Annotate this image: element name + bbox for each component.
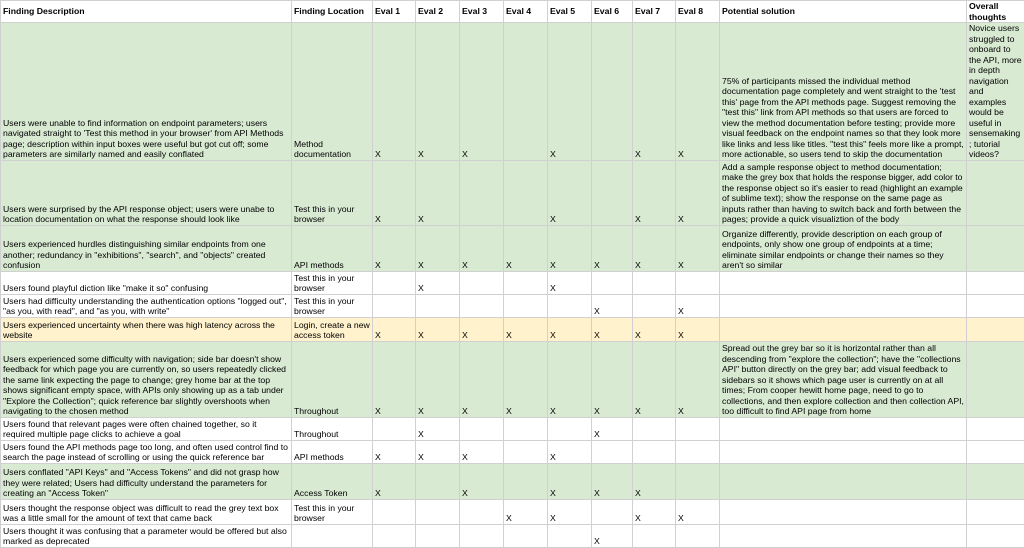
eval-4-cell[interactable] — [504, 271, 548, 294]
header-eval-5[interactable]: Eval 5 — [548, 1, 592, 23]
thoughts-cell[interactable] — [967, 417, 1024, 440]
solution-cell[interactable] — [720, 524, 967, 547]
eval-6-cell[interactable]: X — [592, 463, 633, 499]
eval-4-cell[interactable]: X — [504, 341, 548, 417]
eval-7-cell[interactable] — [633, 440, 676, 463]
thoughts-cell[interactable] — [967, 440, 1024, 463]
header-description[interactable]: Finding Description — [1, 1, 292, 23]
header-solution[interactable]: Potential solution — [720, 1, 967, 23]
eval-8-cell[interactable]: X — [676, 225, 720, 271]
eval-8-cell[interactable]: X — [676, 317, 720, 341]
finding-description-cell[interactable]: Users experienced some difficulty with navigation; side bar doesn't show feedback for which page you are currently on, so users repeatedly clicked the same link expecting the page to change; grey home bar at the top shows significant empty space, with APIs only showing up as a tab under "Explore the Collection"; quick reference bar slightly overshoots when navigating to the chosen method — [1, 341, 292, 417]
solution-cell[interactable]: Organize differently, provide description on each group of endpoints, only show one group of endpoints at a time; eliminate similar endpoints or change their names so they aren't so similar — [720, 225, 967, 271]
eval-1-cell[interactable]: X — [373, 317, 416, 341]
eval-2-cell[interactable] — [416, 463, 460, 499]
finding-location-cell[interactable]: Test this in your browser — [292, 271, 373, 294]
eval-3-cell[interactable] — [460, 524, 504, 547]
header-eval-7[interactable]: Eval 7 — [633, 1, 676, 23]
eval-1-cell[interactable]: X — [373, 440, 416, 463]
eval-8-cell[interactable] — [676, 417, 720, 440]
eval-4-cell[interactable]: X — [504, 225, 548, 271]
header-location[interactable]: Finding Location — [292, 1, 373, 23]
eval-6-cell[interactable]: X — [592, 225, 633, 271]
eval-6-cell[interactable]: X — [592, 341, 633, 417]
eval-5-cell[interactable]: X — [548, 225, 592, 271]
eval-4-cell[interactable] — [504, 294, 548, 317]
table-row — [1, 225, 1024, 271]
finding-description-cell[interactable]: Users conflated "API Keys" and "Access Tokens" and did not grasp how they were related; Users had difficulty understand the parameters for creating an "Access Token" — [1, 463, 292, 499]
eval-1-cell[interactable]: X — [373, 225, 416, 271]
eval-1-cell[interactable] — [373, 524, 416, 547]
eval-8-cell[interactable] — [676, 440, 720, 463]
solution-cell[interactable] — [720, 317, 967, 341]
header-eval-8[interactable]: Eval 8 — [676, 1, 720, 23]
thoughts-cell[interactable] — [967, 225, 1024, 271]
eval-7-cell[interactable]: X — [633, 23, 676, 161]
eval-8-cell[interactable]: X — [676, 341, 720, 417]
eval-6-cell[interactable]: X — [592, 317, 633, 341]
eval-8-cell[interactable] — [676, 271, 720, 294]
solution-cell[interactable] — [720, 271, 967, 294]
eval-1-cell[interactable]: X — [373, 341, 416, 417]
eval-7-cell[interactable]: X — [633, 317, 676, 341]
eval-4-cell[interactable] — [504, 440, 548, 463]
thoughts-cell[interactable] — [967, 271, 1024, 294]
eval-4-cell[interactable] — [504, 23, 548, 161]
eval-3-cell[interactable] — [460, 294, 504, 317]
eval-8-cell[interactable]: X — [676, 23, 720, 161]
eval-6-cell[interactable]: X — [592, 294, 633, 317]
eval-5-cell[interactable]: X — [548, 271, 592, 294]
finding-location-cell[interactable]: API methods — [292, 440, 373, 463]
finding-description-cell[interactable]: Users experienced uncertainty when there was high latency across the website — [1, 317, 292, 341]
header-eval-6[interactable]: Eval 6 — [592, 1, 633, 23]
solution-cell[interactable] — [720, 499, 967, 524]
thoughts-cell[interactable] — [967, 463, 1024, 499]
eval-8-cell[interactable] — [676, 524, 720, 547]
eval-6-cell[interactable] — [592, 499, 633, 524]
eval-2-cell[interactable]: X — [416, 440, 460, 463]
eval-1-cell[interactable]: X — [373, 160, 416, 225]
table-row — [1, 23, 1024, 161]
eval-8-cell[interactable] — [676, 463, 720, 499]
eval-5-cell[interactable]: X — [548, 160, 592, 225]
eval-1-cell[interactable] — [373, 417, 416, 440]
eval-3-cell[interactable]: X — [460, 23, 504, 161]
table-row — [1, 463, 1024, 499]
eval-6-cell[interactable]: X — [592, 524, 633, 547]
header-row — [1, 1, 1024, 23]
thoughts-cell[interactable]: Novice users struggled to onboard to the API, more in depth navigation and examples would be useful in sensemaking; tutorial videos? — [967, 23, 1024, 161]
table-row — [1, 440, 1024, 463]
finding-location-cell[interactable]: Test this in your browser — [292, 294, 373, 317]
header-thoughts[interactable]: Overall thoughts — [967, 1, 1024, 23]
finding-location-cell[interactable]: Throughout — [292, 341, 373, 417]
finding-description-cell[interactable]: Users experienced hurdles distinguishing similar endpoints from one another; redundancy in "exhibitions", "search", and "objects" created confusion — [1, 225, 292, 271]
solution-cell[interactable] — [720, 463, 967, 499]
table-row — [1, 524, 1024, 547]
eval-7-cell[interactable] — [633, 294, 676, 317]
solution-cell[interactable] — [720, 294, 967, 317]
solution-cell[interactable] — [720, 440, 967, 463]
finding-location-cell[interactable]: Login, create a new access token — [292, 317, 373, 341]
eval-6-cell[interactable] — [592, 23, 633, 161]
eval-5-cell[interactable]: X — [548, 463, 592, 499]
eval-3-cell[interactable]: X — [460, 225, 504, 271]
eval-6-cell[interactable]: X — [592, 417, 633, 440]
eval-3-cell[interactable] — [460, 160, 504, 225]
thoughts-cell[interactable] — [967, 294, 1024, 317]
finding-location-cell[interactable] — [292, 524, 373, 547]
finding-location-cell[interactable]: API methods — [292, 225, 373, 271]
solution-cell[interactable] — [720, 417, 967, 440]
table-row — [1, 160, 1024, 225]
eval-7-cell[interactable] — [633, 417, 676, 440]
header-eval-1[interactable]: Eval 1 — [373, 1, 416, 23]
finding-location-cell[interactable]: Test this in your browser — [292, 499, 373, 524]
thoughts-cell[interactable] — [967, 341, 1024, 417]
eval-2-cell[interactable] — [416, 524, 460, 547]
eval-3-cell[interactable]: X — [460, 463, 504, 499]
eval-1-cell[interactable] — [373, 294, 416, 317]
eval-4-cell[interactable]: X — [504, 317, 548, 341]
thoughts-cell[interactable] — [967, 524, 1024, 547]
eval-8-cell[interactable]: X — [676, 160, 720, 225]
eval-3-cell[interactable] — [460, 271, 504, 294]
eval-1-cell[interactable]: X — [373, 463, 416, 499]
table-row — [1, 499, 1024, 524]
eval-4-cell[interactable] — [504, 417, 548, 440]
eval-8-cell[interactable]: X — [676, 499, 720, 524]
eval-2-cell[interactable]: X — [416, 160, 460, 225]
eval-2-cell[interactable]: X — [416, 341, 460, 417]
eval-4-cell[interactable] — [504, 524, 548, 547]
eval-2-cell[interactable]: X — [416, 225, 460, 271]
thoughts-cell[interactable] — [967, 317, 1024, 341]
eval-5-cell[interactable]: X — [548, 341, 592, 417]
eval-8-cell[interactable]: X — [676, 294, 720, 317]
thoughts-cell[interactable] — [967, 160, 1024, 225]
eval-3-cell[interactable] — [460, 417, 504, 440]
eval-7-cell[interactable]: X — [633, 341, 676, 417]
eval-6-cell[interactable] — [592, 271, 633, 294]
eval-2-cell[interactable]: X — [416, 317, 460, 341]
solution-cell[interactable]: Spread out the grey bar so it is horizontal rather than all descending from "explore the collection"; have the "collections API" button directly on the grey bar; add visual feedback to sidebars so it shows which page user is currently on at all times; From cooper hewitt home page, need to go to collections, and then explore collection and then collection API, too difficult to find API page from home — [720, 341, 967, 417]
eval-2-cell[interactable]: X — [416, 417, 460, 440]
eval-5-cell[interactable]: X — [548, 23, 592, 161]
eval-3-cell[interactable]: X — [460, 440, 504, 463]
eval-5-cell[interactable]: X — [548, 440, 592, 463]
table-row — [1, 317, 1024, 341]
finding-description-cell[interactable]: Users were unable to find information on endpoint parameters; users navigated straight to 'Test this method in your browser' from API Methods page; description within input boxes were useful but got cut off; some parameters are similarly named and easily conflated — [1, 23, 292, 161]
eval-2-cell[interactable]: X — [416, 23, 460, 161]
table-row — [1, 341, 1024, 417]
table-row — [1, 417, 1024, 440]
finding-description-cell[interactable]: Users were surprised by the API response object; users were unabe to location documentation on what the response should look like — [1, 160, 292, 225]
finding-description-cell[interactable]: Users found playful diction like "make it so" confusing — [1, 271, 292, 294]
table-row — [1, 294, 1024, 317]
eval-5-cell[interactable] — [548, 294, 592, 317]
solution-cell[interactable]: Add a sample response object to method documentation; make the grey box that holds the response bigger, add color to the response object so it's easier to read (highlight an example of sublime text); show the response on the same page as inputs rather than having to switch back and forth between the pages; provide a quick visualiztion of the body — [720, 160, 967, 225]
eval-7-cell[interactable]: X — [633, 499, 676, 524]
table-row — [1, 271, 1024, 294]
finding-description-cell[interactable]: Users thought it was confusing that a parameter would be offered but also marked as deprecated — [1, 524, 292, 547]
finding-description-cell[interactable]: Users found the API methods page too long, and often used control find to search the page instead of scrolling or using the quick reference bar — [1, 440, 292, 463]
eval-1-cell[interactable] — [373, 499, 416, 524]
finding-location-cell[interactable]: Access Token — [292, 463, 373, 499]
finding-location-cell[interactable]: Test this in your browser — [292, 160, 373, 225]
eval-2-cell[interactable]: X — [416, 271, 460, 294]
eval-5-cell[interactable]: X — [548, 499, 592, 524]
eval-7-cell[interactable] — [633, 271, 676, 294]
solution-cell[interactable]: 75% of participants missed the individual method documentation page completely and went straight to the 'test this' page from the API methods page. Suggest removing the "test this" link from API methods so that users are forced to view the method documentation before testing; provide more visual feedback on the endpoint names so that they look more like links and less like titles. "test this" feels more like a prompt, more actionable, so users tend to skip the documentation — [720, 23, 967, 161]
eval-7-cell[interactable]: X — [633, 160, 676, 225]
eval-6-cell[interactable] — [592, 160, 633, 225]
eval-4-cell[interactable] — [504, 160, 548, 225]
header-eval-4[interactable]: Eval 4 — [504, 1, 548, 23]
finding-location-cell[interactable]: Throughout — [292, 417, 373, 440]
thoughts-cell[interactable] — [967, 499, 1024, 524]
eval-2-cell[interactable] — [416, 294, 460, 317]
finding-location-cell[interactable]: Method documentation — [292, 23, 373, 161]
eval-7-cell[interactable] — [633, 524, 676, 547]
eval-2-cell[interactable] — [416, 499, 460, 524]
eval-7-cell[interactable]: X — [633, 463, 676, 499]
eval-1-cell[interactable] — [373, 271, 416, 294]
header-eval-3[interactable]: Eval 3 — [460, 1, 504, 23]
eval-1-cell[interactable]: X — [373, 23, 416, 161]
header-eval-2[interactable]: Eval 2 — [416, 1, 460, 23]
eval-3-cell[interactable] — [460, 499, 504, 524]
eval-3-cell[interactable]: X — [460, 317, 504, 341]
eval-5-cell[interactable] — [548, 524, 592, 547]
eval-7-cell[interactable]: X — [633, 225, 676, 271]
finding-description-cell[interactable]: Users had difficulty understanding the authentication options "logged out", "as you, with read", and "as you, with write" — [1, 294, 292, 317]
eval-4-cell[interactable]: X — [504, 499, 548, 524]
finding-description-cell[interactable]: Users thought the response object was difficult to read the grey text box was a little small for the amount of text that came back — [1, 499, 292, 524]
finding-description-cell[interactable]: Users found that relevant pages were often chained together, so it required multiple page clicks to achieve a goal — [1, 417, 292, 440]
eval-4-cell[interactable] — [504, 463, 548, 499]
eval-6-cell[interactable] — [592, 440, 633, 463]
eval-3-cell[interactable]: X — [460, 341, 504, 417]
eval-5-cell[interactable]: X — [548, 317, 592, 341]
eval-5-cell[interactable] — [548, 417, 592, 440]
